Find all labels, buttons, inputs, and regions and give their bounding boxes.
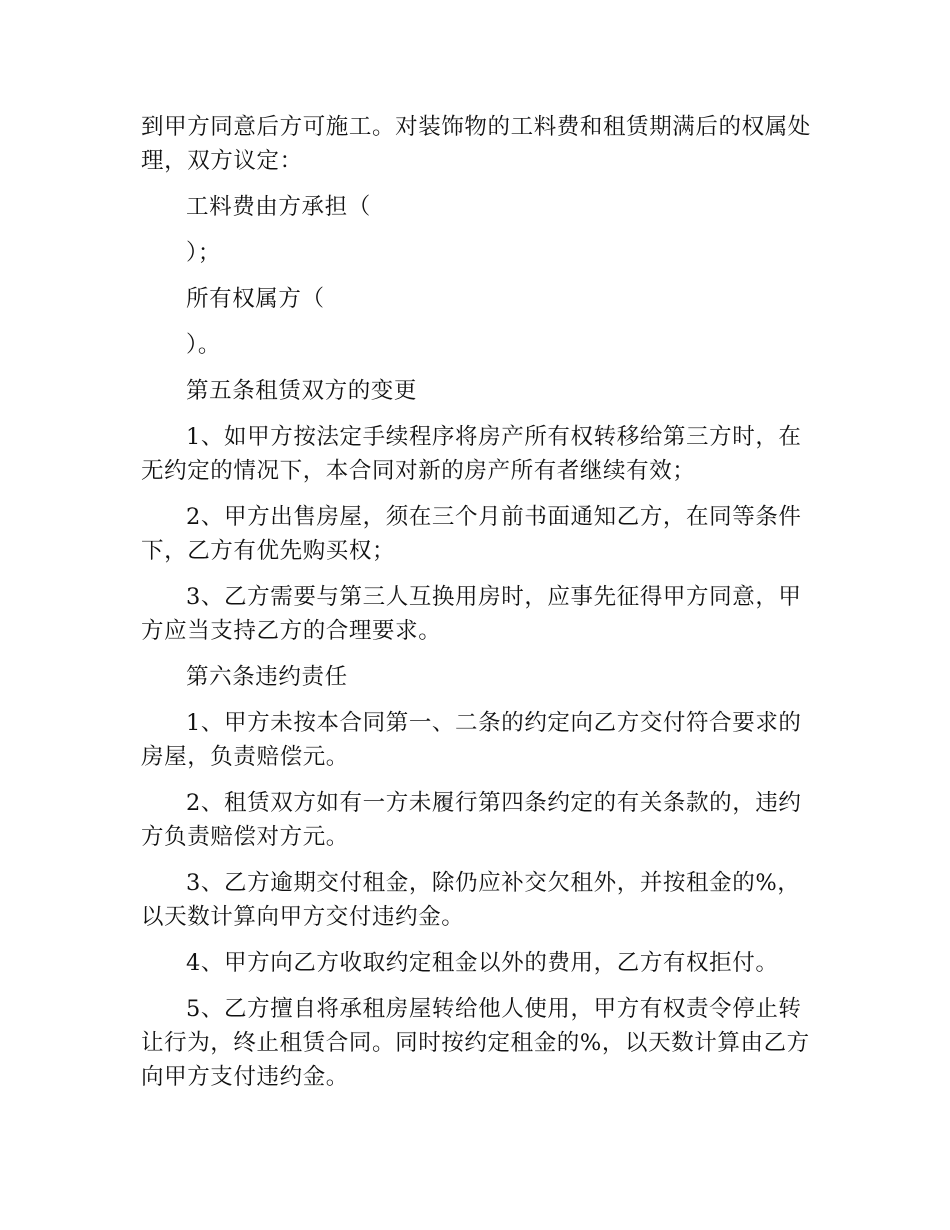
- document-body: [141, 110, 813, 1106]
- clause-6-1: 1、甲方未按本合同第一、二条的约定向乙方交付符合要求的房屋，负责赔偿元。: [141, 710, 802, 770]
- clause-6-5: 5、乙方擅自将承租房屋转给他人使用，甲方有权责令停止转让行为，终止租赁合同。同时按约定租金的%，以天数计算由乙方向甲方支付违约金。: [141, 996, 810, 1090]
- paragraph-labor-cost-close: ）；: [186, 240, 221, 266]
- clause-6-2: 2、租赁双方如有一方未履行第四条约定的有关条款的，违约方负责赔偿对方元。: [141, 790, 802, 850]
- clause-5-3: 3、乙方需要与第三人互换用房时，应事先征得甲方同意，甲方应当支持乙方的合理要求。: [141, 584, 802, 644]
- clause-6-4: 4、甲方向乙方收取约定租金以外的费用，乙方有权拒付。: [186, 950, 779, 976]
- paragraph-labor-cost: 工料费由方承担（: [186, 194, 371, 220]
- clause-5-2: 2、甲方出售房屋，须在三个月前书面通知乙方，在同等条件下，乙方有优先购买权；: [141, 504, 802, 564]
- section-heading-article-5: 第五条租赁双方的变更: [186, 378, 418, 404]
- paragraph-ownership-close: ）。: [186, 332, 221, 358]
- section-heading-article-6: 第六条违约责任: [186, 664, 348, 690]
- paragraph-continuation: 到甲方同意后方可施工。对装饰物的工料费和租赁期满后的权属处理，双方议定：: [141, 114, 811, 174]
- clause-5-1: 1、如甲方按法定手续程序将房产所有权转移给第三方时，在无约定的情况下，本合同对新的房产所有者继续有效；: [141, 424, 802, 484]
- paragraph-ownership: 所有权属方（: [186, 286, 325, 312]
- clause-6-3: 3、乙方逾期交付租金，除仍应补交欠租外，并按租金的%，以天数计算向甲方交付违约金。: [141, 870, 801, 930]
